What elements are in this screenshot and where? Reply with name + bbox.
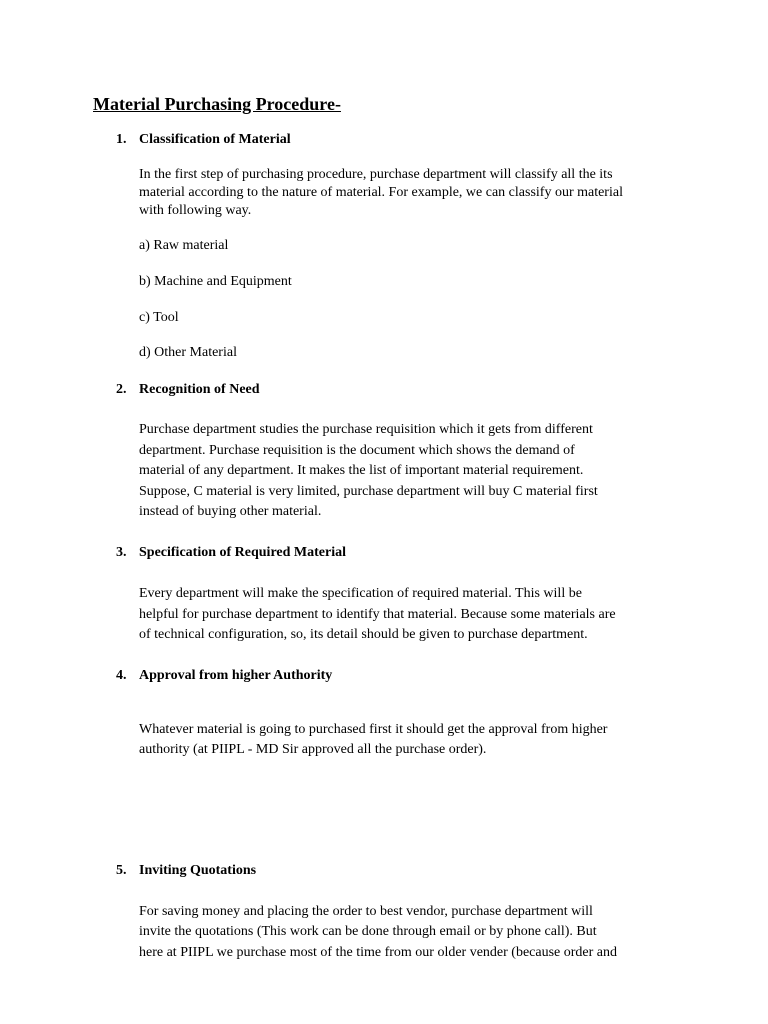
page-title: Material Purchasing Procedure-: [93, 94, 341, 114]
section-heading: Specification of Required Material: [139, 545, 346, 560]
paragraph-line: For saving money and placing the order to best vendor, purchase department will: [139, 904, 593, 919]
paragraph-line: Suppose, C material is very limited, purchase department will buy C material first: [139, 484, 598, 499]
section-number: 5.: [116, 863, 127, 878]
section-heading: Classification of Material: [139, 132, 291, 147]
section-number: 1.: [116, 132, 127, 147]
section-number: 3.: [116, 545, 127, 560]
paragraph-line: of technical configuration, so, its detail should be given to purchase department.: [139, 627, 588, 642]
paragraph-line: Every department will make the specification of required material. This will be: [139, 586, 582, 601]
section-heading: Approval from higher Authority: [139, 668, 333, 683]
list-item: c) Tool: [139, 310, 179, 325]
paragraph-line: material according to the nature of material. For example, we can classify our material: [139, 185, 623, 200]
paragraph-line: authority (at PIIPL - MD Sir approved all the purchase order).: [139, 742, 487, 757]
list-item: a) Raw material: [139, 238, 229, 253]
paragraph-line: Purchase department studies the purchase requisition which it gets from different: [139, 422, 593, 437]
section-number: 2.: [116, 382, 127, 397]
paragraph-line: material of any department. It makes the list of important material requirement.: [139, 463, 584, 478]
paragraph-line: instead of buying other material.: [139, 504, 322, 519]
section-heading: Recognition of Need: [139, 382, 260, 397]
paragraph-line: here at PIIPL we purchase most of the time from our older vender (because order and: [139, 945, 618, 960]
list-item: b) Machine and Equipment: [139, 274, 292, 289]
paragraph-line: department. Purchase requisition is the document which shows the demand of: [139, 443, 575, 458]
section-heading: Inviting Quotations: [139, 863, 257, 878]
paragraph-line: invite the quotations (This work can be done through email or by phone call). But: [139, 924, 597, 939]
paragraph-line: with following way.: [139, 203, 252, 218]
section-number: 4.: [116, 668, 127, 683]
paragraph-line: In the first step of purchasing procedure, purchase department will classify all the its: [139, 167, 613, 182]
paragraph-line: helpful for purchase department to identify that material. Because some materials are: [139, 607, 616, 622]
list-item: d) Other Material: [139, 345, 237, 360]
paragraph-line: Whatever material is going to purchased first it should get the approval from higher: [139, 722, 608, 737]
